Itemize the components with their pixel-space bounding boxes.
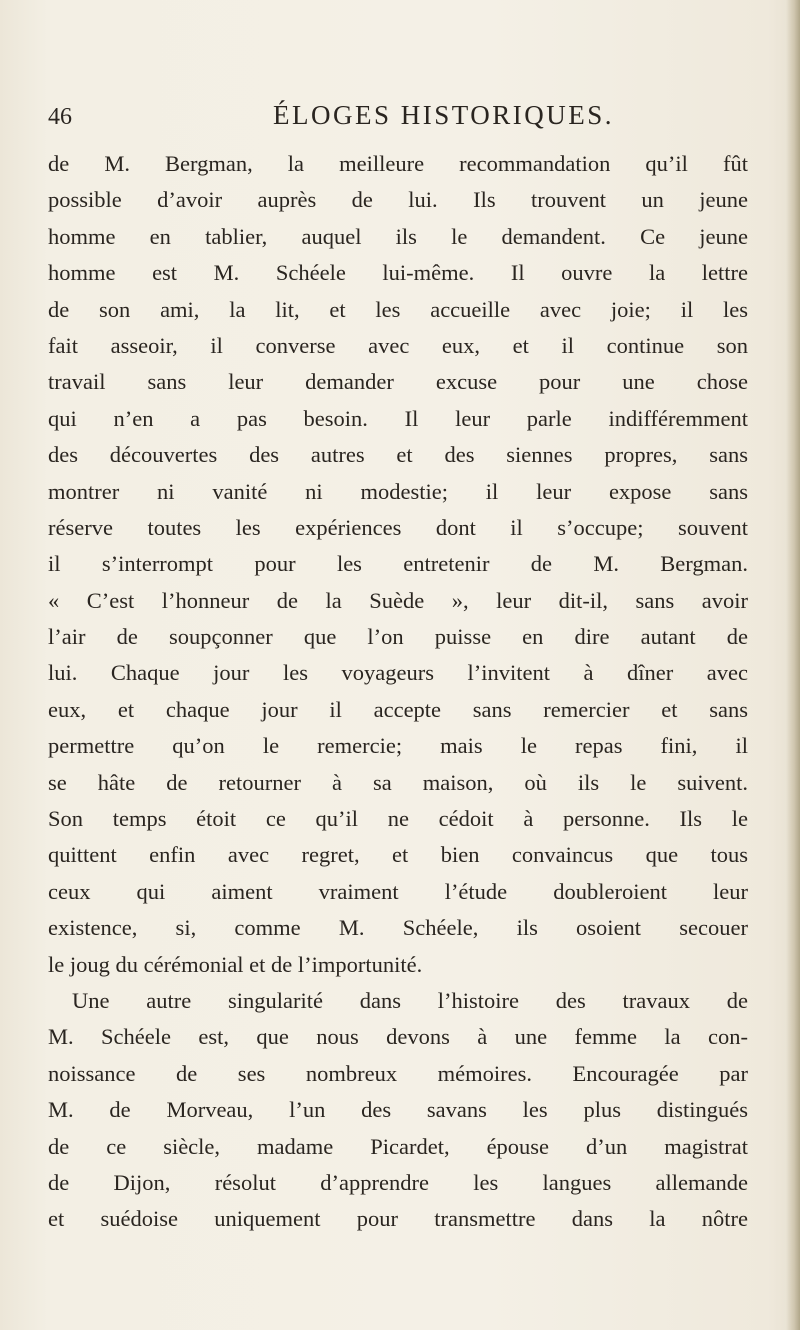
text-line: permettre qu’on le remercie; mais le repas fini, il — [48, 733, 748, 759]
text-line: et suédoise uniquement pour transmettre dans la nôtre — [48, 1206, 748, 1232]
text-line: de Dijon, résolut d’apprendre les langues allemande — [48, 1169, 748, 1195]
text-line: réserve toutes les expériences dont il s’occupe; souvent — [48, 514, 748, 540]
text-line: Son temps étoit ce qu’il ne cédoit à personne. Ils le — [48, 806, 748, 832]
text-line: fait asseoir, il converse avec eux, et il continue son — [48, 332, 748, 358]
paragraph-start-line: Une autre singularité dans l’histoire des travaux de — [72, 987, 748, 1013]
text-line: homme en tablier, auquel ils le demandent. Ce jeune — [48, 223, 748, 249]
text-line: de M. Bergman, la meilleure recommandation qu’il fût — [48, 151, 748, 176]
text-line: lui. Chaque jour les voyageurs l’invitent à dîner avec — [48, 660, 748, 686]
text-line: possible d’avoir auprès de lui. Ils trouvent un jeune — [48, 187, 748, 213]
text-line: M. de Morveau, l’un des savans les plus distingués — [48, 1097, 748, 1123]
text-line: eux, et chaque jour il accepte sans remercier et sans — [48, 696, 748, 722]
paragraph-end-line: le joug du cérémonial et de l’importunité. — [48, 951, 423, 977]
text-line: il s’interrompt pour les entretenir de M. Bergman. — [48, 551, 748, 577]
text-line: existence, si, comme M. Schéele, ils osoient secouer — [48, 915, 748, 941]
text-line: des découvertes des autres et des siennes propres, sans — [48, 442, 748, 468]
text-line: « C’est l’honneur de la Suède », leur dit-il, sans avoir — [48, 587, 748, 613]
text-line: qui n’en a pas besoin. Il leur parle indifféremment — [48, 405, 748, 431]
text-line: ceux qui aiment vraiment l’étude doubleroient leur — [48, 878, 748, 904]
running-head: ÉLOGES HISTORIQUES. — [273, 100, 615, 130]
text-line: l’air de soupçonner que l’on puisse en dire autant de — [48, 624, 748, 650]
body-text — [48, 146, 748, 1238]
page-edge-shadow — [786, 0, 800, 1330]
text-line: M. Schéele est, que nous devons à une femme la con- — [48, 1024, 748, 1050]
text-line: noissance de ses nombreux mémoires. Encouragée par — [48, 1060, 748, 1086]
text-line: montrer ni vanité ni modestie; il leur expose sans — [48, 478, 748, 504]
text-line: homme est M. Schéele lui-même. Il ouvre la lettre — [48, 260, 748, 286]
page-header — [48, 100, 748, 140]
text-line: travail sans leur demander excuse pour une chose — [48, 369, 748, 395]
text-line: de ce siècle, madame Picardet, épouse d’un magistrat — [48, 1133, 748, 1159]
text-line: de son ami, la lit, et les accueille avec joie; il les — [48, 296, 748, 322]
page-number: 46 — [48, 104, 72, 130]
text-line: se hâte de retourner à sa maison, où ils le suivent. — [48, 769, 748, 795]
text-line: quittent enfin avec regret, et bien convaincus que tous — [48, 842, 748, 868]
